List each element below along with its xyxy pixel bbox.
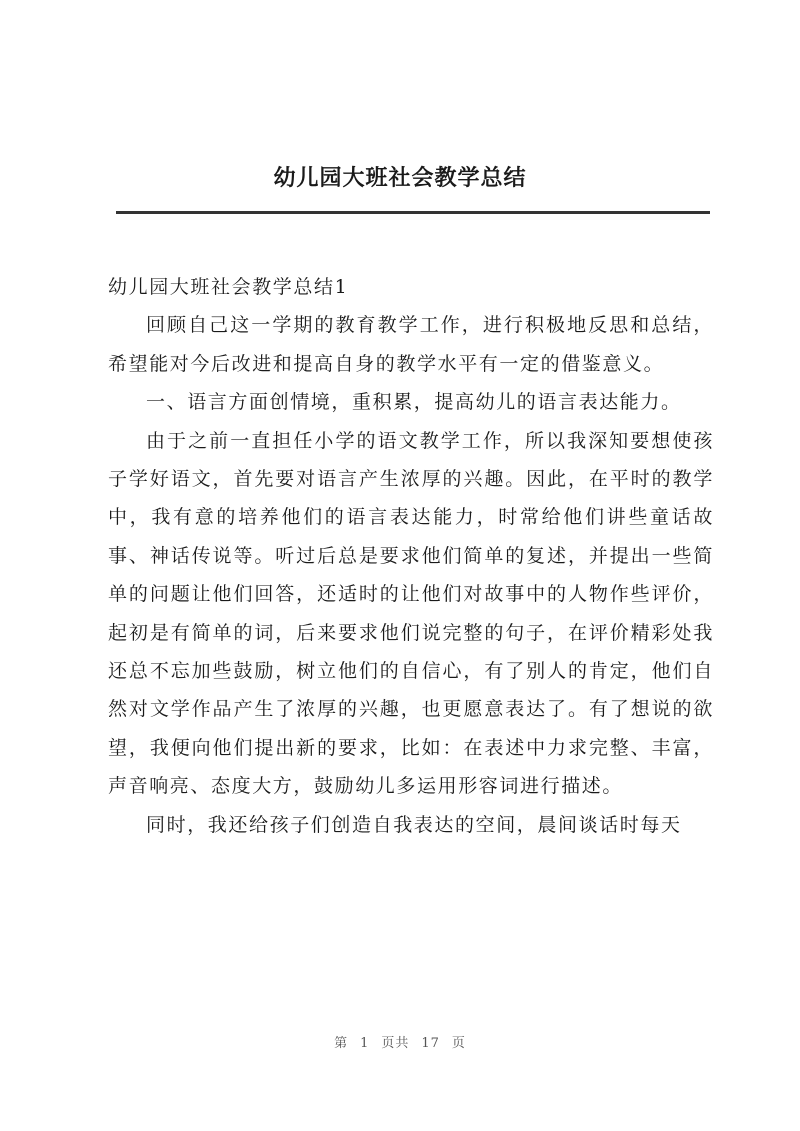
paragraph-language-details: 由于之前一直担任小学的语文教学工作，所以我深知要想使孩子学好语文，首先要对语言产生浓厚的兴趣。因此，在平时的教学中，我有意的培养他们的语言表达能力，时常给他们讲些童话故事、神话传说等。听过后总是要求他们简单的复述，并提出一些简单的问题让他们回答，还适时的让他们对故事中的人物作些评价，起初是有简单的词，后来要求他们说完整的句子，在评价精彩处我还总不忘加些鼓励，树立他们的自信心，有了别人的肯定，他们自然对文学作品产生了浓厚的兴趣，也更愿意表达了。有了想说的欲望，我便向他们提出新的要求，比如：在表述中力求完整、丰富，声音响亮、态度大方，鼓励幼儿多运用形容词进行描述。 [108, 429, 714, 798]
footer-suffix: 页 [451, 1036, 466, 1051]
footer-total-pages: 17 [421, 1036, 440, 1051]
footer-mid: 页共 [381, 1036, 410, 1051]
section-heading: 幼儿园大班社会教学总结1 [108, 276, 349, 298]
document-body [108, 268, 714, 844]
footer-prefix: 第 [334, 1036, 349, 1051]
footer-page-number: 1 [360, 1036, 370, 1051]
page-footer [0, 1032, 800, 1051]
title-underline-divider [116, 211, 710, 214]
paragraph-subheading-language: 一、语言方面创情境，重积累，提高幼儿的语言表达能力。 [146, 391, 682, 414]
paragraph-intro: 回顾自己这一学期的教育教学工作，进行积极地反思和总结，希望能对今后改进和提高自身的教学水平有一定的借鉴意义。 [108, 314, 714, 375]
document-title: 幼儿园大班社会教学总结 [273, 165, 527, 191]
paragraph-expression-space: 同时，我还给孩子们创造自我表达的空间，晨间谈话时每天 [146, 813, 682, 836]
